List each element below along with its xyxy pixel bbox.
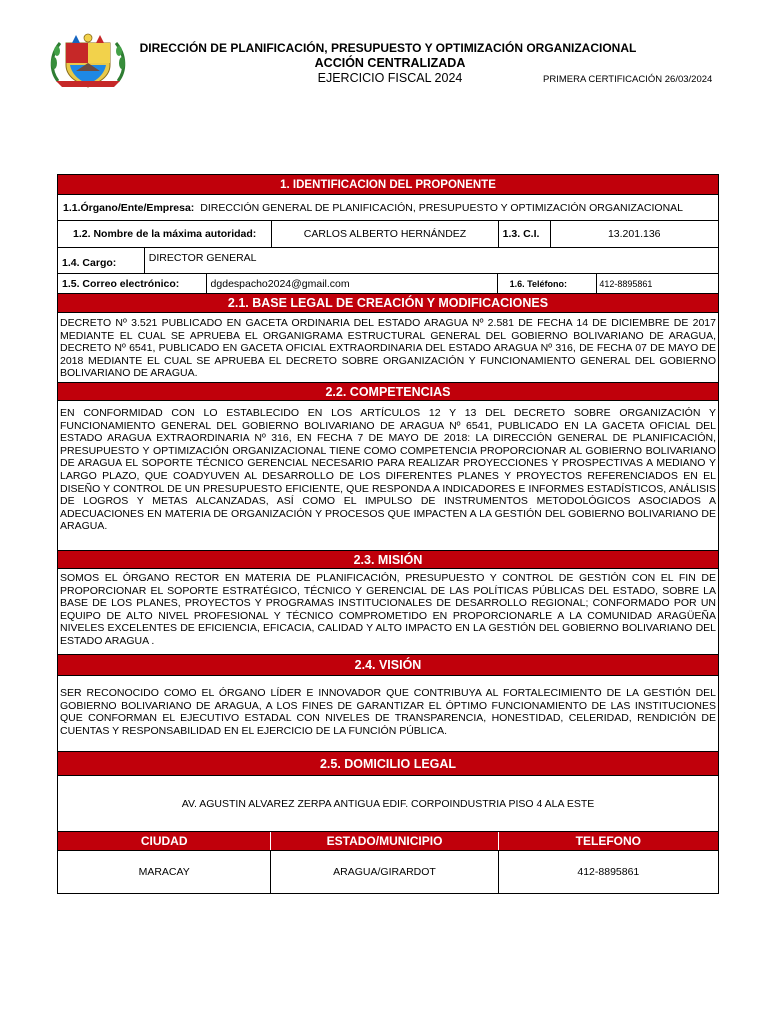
authority-label: 1.2. Nombre de la máxima autoridad: bbox=[73, 228, 257, 240]
phone-value: 412-8895861 bbox=[596, 274, 718, 293]
ci-value: 13.201.136 bbox=[550, 221, 718, 247]
organ-value: DIRECCIÓN GENERAL DE PLANIFICACIÓN, PRESUPUESTO Y OPTIMIZACIÓN ORGANIZACIONAL bbox=[200, 201, 683, 214]
state-header: ESTADO/MUNICIPIO bbox=[270, 832, 497, 850]
mission-text: SOMOS EL ÓRGANO RECTOR EN MATERIA DE PLANIFICACIÓN, PRESUPUESTO Y CONTROL DE GESTIÓN CON EL FIN DE PROPORCIONAR EL SOPORTE ESTRATÉGICO, TÉCNICO Y GERENCIAL DE LAS POLÍTICAS PÚBLICAS DEL ESTADO, SOBRE LA BASE DE LOS PLANES, PROYECTOS Y PROGRAMAS INSTITUCIONALES DE DESARROLLO REGIONAL; CONFORMADO POR UN EQUIPO DE ALTO NIVEL PROFESIONAL Y TÉCNICO COMPROMETIDO EN PROPORCIONARLE A LA COMUNIDAD ARAGÜEÑA NIVELES EXCELENTES DE EFICIENCIA, EFICACIA, CALIDAD Y ALTO IMPACTO EN LA GESTIÓN DEL GOBIERNO BOLIVARIANO DEL ESTADO ARAGUA . bbox=[60, 572, 716, 647]
city-header: CIUDAD bbox=[140, 834, 188, 848]
header-title-line-2: ACCIÓN CENTRALIZADA bbox=[314, 56, 466, 70]
section-domicile-title: 2.5. DOMICILIO LEGAL bbox=[58, 751, 718, 775]
header-title-line-3: EJERCICIO FISCAL 2024 bbox=[317, 71, 463, 85]
header-title-line-1: DIRECCIÓN DE PLANIFICACIÓN, PRESUPUESTO Y OPTIMIZACIÓN ORGANIZACIONAL bbox=[139, 41, 637, 55]
email-value: dgdespacho2024@gmail.com bbox=[206, 274, 497, 293]
ci-label: 1.3. C.I. bbox=[498, 221, 550, 247]
vision-text: SER RECONOCIDO COMO EL ÓRGANO LÍDER E INNOVADOR QUE CONTRIBUYA AL FORTALECIMIENTO DE LA GESTIÓN DEL GOBIERNO BOLIVARIANO DE ARAGUA, A LOS FINES DE GARANTIZAR EL ÓPTIMO FUNCIONAMIENTO DE LAS INSTITUCIONES QUE CONFORMAN EL EJECUTIVO ESTADAL CON NIVELES DE TRANSPARENCIA, HONESTIDAD, CELERIDAD, RENDICIÓN DE CUENTAS Y RESPONSABILIDAD EN EL EJERCICIO DE LA FUNCIÓN PÚBLICA. bbox=[60, 687, 716, 737]
email-label: 1.5. Correo electrónico: bbox=[62, 277, 180, 290]
certification-date: PRIMERA CERTIFICACIÓN 26/03/2024 bbox=[543, 74, 713, 85]
organ-label: 1.1.Órgano/Ente/Empresa: bbox=[63, 201, 195, 214]
authority-value: CARLOS ALBERTO HERNÁNDEZ bbox=[271, 221, 497, 247]
proponent-form bbox=[57, 174, 719, 894]
position-label: 1.4. Cargo: bbox=[62, 257, 117, 269]
vision-row bbox=[58, 675, 718, 751]
section-mission-title: 2.3. MISIÓN bbox=[58, 550, 718, 568]
authority-row bbox=[58, 220, 718, 247]
section-vision-title: 2.4. VISIÓN bbox=[58, 654, 718, 675]
section-legal-base-title: 2.1. BASE LEGAL DE CREACIÓN Y MODIFICACIONES bbox=[58, 293, 718, 312]
position-value: DIRECTOR GENERAL bbox=[144, 248, 718, 273]
domicile-header-row bbox=[58, 831, 718, 850]
mission-row bbox=[58, 568, 718, 654]
domicile-values-row bbox=[58, 850, 718, 893]
address-text: AV. AGUSTIN ALVAREZ ZERPA ANTIGUA EDIF. CORPOINDUSTRIA PISO 4 ALA ESTE bbox=[181, 797, 595, 810]
state-value: ARAGUA/GIRARDOT bbox=[270, 851, 497, 893]
organ-row bbox=[58, 194, 718, 220]
contact-row bbox=[58, 273, 718, 293]
phone-label: 1.6. Teléfono: bbox=[497, 274, 597, 293]
section-competencies-title: 2.2. COMPETENCIAS bbox=[58, 382, 718, 400]
position-row bbox=[58, 247, 718, 273]
legal-base-row bbox=[58, 312, 718, 382]
phone-header: TELEFONO bbox=[498, 832, 718, 850]
section-identification-title: 1. IDENTIFICACION DEL PROPONENTE bbox=[58, 175, 718, 194]
domicile-phone-value: 412-8895861 bbox=[498, 851, 718, 893]
address-row bbox=[58, 775, 718, 831]
document-header bbox=[0, 0, 768, 100]
city-value: MARACAY bbox=[138, 866, 190, 878]
legal-base-text: DECRETO Nº 3.521 PUBLICADO EN GACETA ORDINARIA DEL ESTADO ARAGUA Nº 2.581 DE FECHA 14 DE DICIEMBRE DE 2017 MEDIANTE EL CUAL SE APRUEBA EL ORGANIGRAMA ESTRUCTURAL GENERAL DEL GOBIERNO BOLIVARIANO DE ARAGUA, DECRETO Nº 6541, PUBLICADO EN GACETA OFICIAL EXTRAORDINARIA DEL ESTADO ARAGUA Nº 316, DE FECHA 07 DE MAYO DE 2018 MEDIANTE EL CUAL SE APRUEBA EL DECRETO SOBRE ORGANIZACIÓN Y FUNCIONAMIENTO GENERAL DEL GOBIERNO BOLIVARIANO DE ARAGUA. bbox=[60, 317, 716, 380]
competencies-text: EN CONFORMIDAD CON LO ESTABLECIDO EN LOS ARTÍCULOS 12 Y 13 DEL DECRETO SOBRE ORGANIZACIÓN Y FUNCIONAMIENTO GENERAL DEL GOBIERNO BOLIVARIANO DE ARAGUA Nº 6541, PUBLICADO EN LA GACETA OFICIAL DEL ESTADO ARAGUA EXTRAORDINARIA Nº 316, EN FECHA 7 DE MAYO DE 2018: LA DIRECCIÓN GENERAL DE PLANIFICACIÓN, PRESUPUESTO Y OPTIMIZACIÓN ORGANIZACIONAL TIENE COMO COMPETENCIA PROPORCIONAR AL GOBIERNO BOLIVARIANO DE ARAGUA EL SOPORTE TÉCNICO GERENCIAL NECESARIO PARA REALIZAR PROYECCIONES Y PROSPECTIVAS A MEDIANO Y LARGO PLAZO, QUE COADYUVEN AL DESARROLLO DE LOS DIFERENTES PLANES Y PROYECTOS REFERENCIADOS EN EL DISEÑO Y CONTROL DE UN PRESUPUESTO EFICIENTE, QUE RESPONDA A INDICADORES E INFORMES ESTADÍSTICOS, ANÁLISIS DE LOGROS Y METAS ALCANZADAS, ASÍ COMO EL IMPULSO DE INSTRUMENTOS METODOLÓGICOS ASOCIADOS A ADECUACIONES EN MATERIA DE ORGANIZACIÓN Y PROCESOS QUE IMPACTEN A LA GESTIÓN DEL GOBIERNO BOLIVARIANO DE ARAGUA. bbox=[60, 407, 716, 533]
competencies-row bbox=[58, 400, 718, 550]
